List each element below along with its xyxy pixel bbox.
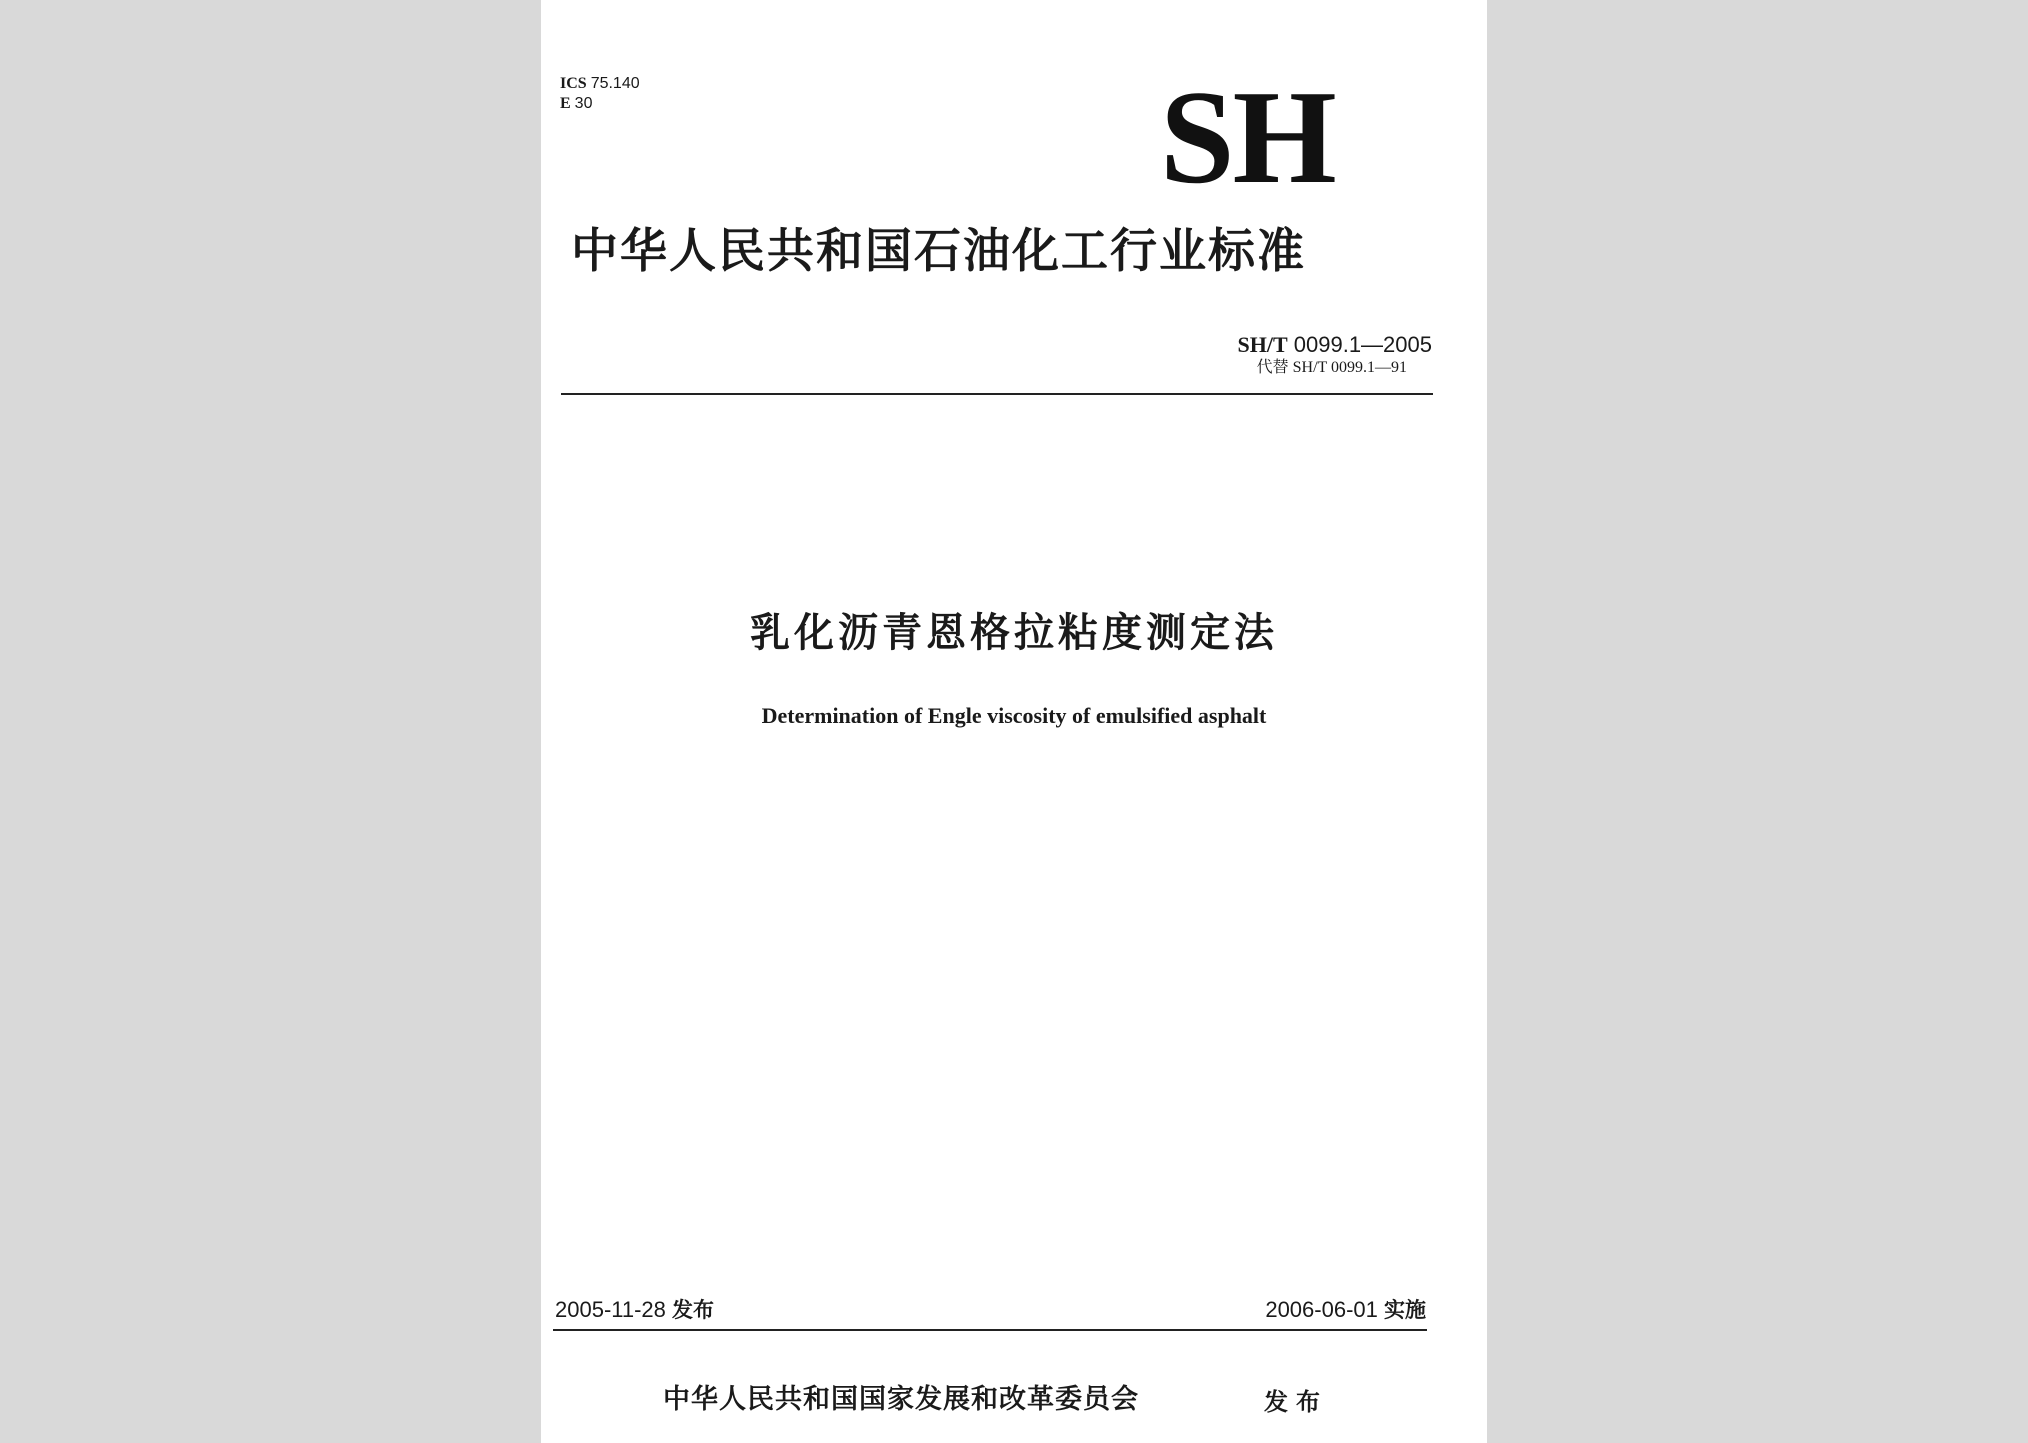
publish-date [555, 1297, 714, 1323]
implement-date [1265, 1297, 1426, 1323]
document-title-english: Determination of Engle viscosity of emulsified asphalt [761, 703, 1267, 728]
header-divider [561, 393, 1433, 395]
issuing-authority: 中华人民共和国国家发展和改革委员会 [663, 1384, 1139, 1415]
publish-date-value: 2005-11-28 [555, 1297, 666, 1322]
ics-code: 75.140 [590, 75, 640, 92]
standard-code-prefix: SH/T [1237, 332, 1288, 357]
document-title-chinese: 乳化沥青恩格拉粘度测定法 [750, 610, 1278, 656]
implement-date-value: 2006-06-01 [1265, 1297, 1378, 1322]
replaces-note [1257, 358, 1407, 378]
footer-divider [553, 1329, 1427, 1331]
ccs-code: 30 [574, 95, 593, 112]
standard-code [1238, 332, 1433, 358]
standard-category-title: 中华人民共和国石油化工行业标准 [571, 224, 1306, 279]
ccs-line [560, 94, 640, 114]
issuing-action: 发布 [1264, 1388, 1328, 1416]
classification-codes [560, 74, 640, 114]
replaces-code: SH/T 0099.1—91 [1292, 359, 1407, 376]
ics-label: ICS [560, 75, 587, 92]
ccs-label: E [560, 95, 571, 112]
implement-date-label: 实施 [1384, 1298, 1426, 1322]
standard-code-number: 0099.1—2005 [1293, 332, 1432, 357]
standard-cover-page [541, 0, 1487, 1443]
ics-line [560, 74, 640, 94]
sh-logo: SH [1160, 63, 1335, 211]
replaces-label: 代替 [1256, 359, 1289, 376]
publish-date-label: 发布 [672, 1298, 715, 1322]
